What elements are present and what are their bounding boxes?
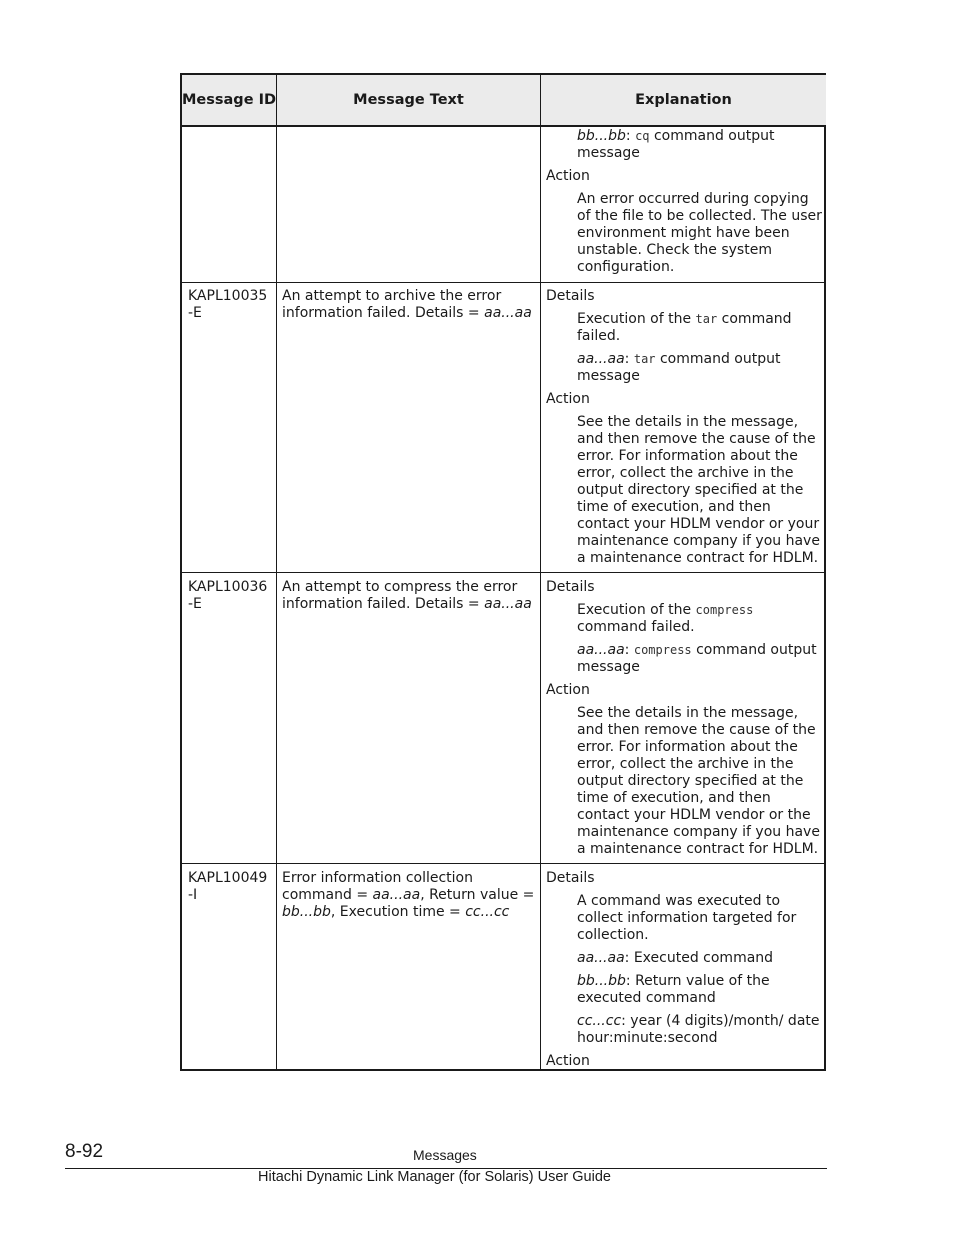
column-divider — [276, 127, 277, 1069]
footer-section: Messages — [413, 1147, 477, 1163]
detail-item: cc...cc: year (4 digits)/month/ date hour:minute:second — [577, 1013, 820, 1046]
message-id: KAPL10036 -E — [188, 579, 268, 612]
header-explanation: Explanation — [541, 75, 826, 127]
details-label: Details — [546, 579, 595, 595]
detail-item: aa...aa: Executed command — [577, 950, 774, 966]
detail-item: A command was executed to collect information targeted for collection. — [577, 893, 797, 943]
footer-guide-title: Hitachi Dynamic Link Manager (for Solaris) User Guide — [258, 1169, 611, 1185]
detail-item: bb...bb: Return value of the executed command — [577, 973, 770, 1006]
detail-item: bb...bb: cq command output message — [577, 128, 775, 161]
details-label: Details — [546, 870, 595, 886]
action-label: Action — [546, 391, 590, 407]
detail-item: aa...aa: tar command output message — [577, 351, 781, 384]
message-id: KAPL10035 -E — [188, 288, 268, 321]
header-message-id: Message ID — [182, 75, 277, 127]
action-text: See the details in the message, and then remove the cause of the error. For information about the error, collect the archive in the output directory specified at the time of execution, and then contact your HDLM vendor or your maintenance company if you have a maintenance contract for HDLM. — [577, 414, 820, 566]
action-text: An error occurred during copying of the file to be collected. The user environment might have been unstable. Check the system configuration. — [577, 191, 822, 275]
detail-item: Execution of the compress command failed. — [577, 602, 754, 635]
message-table — [180, 73, 826, 1071]
message-text: An attempt to compress the error information failed. Details = aa...aa — [282, 579, 532, 612]
explanation — [546, 288, 823, 573]
message-id: KAPL10049 -I — [188, 870, 268, 903]
row-divider — [182, 282, 824, 283]
detail-item: aa...aa: compress command output message — [577, 642, 817, 675]
explanation — [546, 870, 823, 1076]
explanation — [546, 579, 823, 864]
column-divider — [540, 127, 541, 1069]
detail-item: Execution of the tar command failed. — [577, 311, 792, 344]
header-message-text: Message Text — [277, 75, 541, 127]
action-label: Action — [546, 1053, 590, 1069]
table-row-continued-explanation — [546, 128, 823, 282]
details-label: Details — [546, 288, 595, 304]
message-text: Error information collection command = aa...aa, Return value = bb...bb, Execution time = cc...cc — [282, 870, 535, 920]
message-text: An attempt to archive the error information failed. Details = aa...aa — [282, 288, 532, 321]
page-number: 8-92 — [65, 1141, 104, 1162]
action-text: See the details in the message, and then remove the cause of the error. For information about the error, collect the archive in the output directory specified at the time of execution, and then contact your HDLM vendor or the maintenance company if you have a maintenance contract for HDLM. — [577, 705, 820, 857]
action-label: Action — [546, 682, 590, 698]
action-label: Action — [546, 168, 590, 184]
